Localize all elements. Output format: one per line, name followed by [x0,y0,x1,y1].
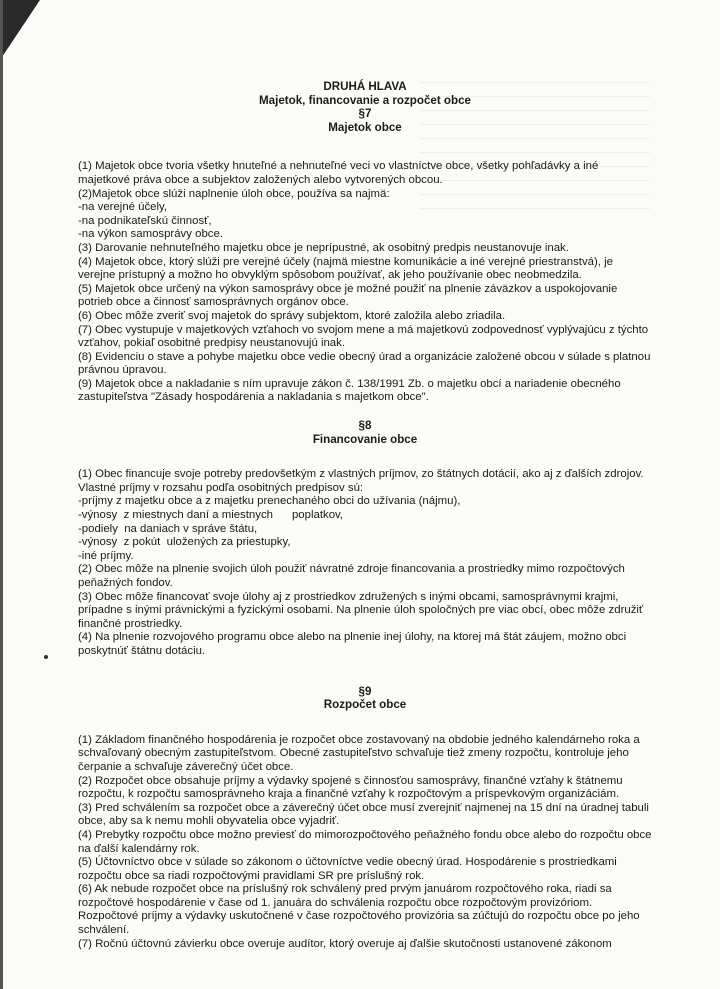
paragraph: (9) Majetok obce a nakladanie s ním upravuje zákon č. 138/1991 Zb. o majetku obcí a nariadenie obecného zastupiteľstva "Zásady hospodárenia a nakladania s majetkom obce". [78,377,621,404]
paragraph: (4) Na plnenie rozvojového programu obce alebo na plnenie inej úlohy, na ktorej má štát záujem, možno obci poskytnúť štátnu dotáciu. [78,631,627,657]
section-9-number: §9 [358,684,372,698]
part-heading: DRUHÁ HLAVA [323,80,407,93]
paragraph: (4) Prebytky rozpočtu obce možno previesť do mimorozpočtového peňažného fondu obce alebo do rozpočtu obce na ďalší kalendárny rok. [78,828,652,855]
list-item: -výnosy z pokút uložených za priestupky, [78,536,291,549]
paragraph: (5) Účtovníctvo obce v súlade so zákonom o účtovníctve vedie obecný úrad. Hospodárenie s prostriedkami rozpočtu obce sa riadi rozpočtovými pravidlami SR pre príslušný rok. [78,856,617,882]
scan-edge [0,0,3,989]
section-8-body [78,468,652,658]
section-8-number: §8 [358,419,372,433]
list-item: -podiely na daniach v správe štátu, [78,522,258,535]
list-item: -na podnikateľskú činnosť, [78,214,212,227]
paragraph: (7) Ročnú účtovnú závierku obce overuje audítor, ktorý overuje aj ďalšie skutočnosti ustanovené zákonom [78,937,612,950]
paragraph: (5) Majetok obce určený na výkon samosprávy obce je možné použiť na plnenie záväzkov a uspokojovanie potrieb obce a činnosť samosprávnych orgánov obce. [78,282,618,309]
paragraph: (7) Obec vystupuje v majetkových vzťahoch vo svojom mene a má majetkovú zodpovednosť vyplývajúcu z týchto vzťahov, pokiaľ osobitné predpisy neustanovujú inak. [78,323,649,350]
section-9-body [78,734,652,952]
section-8-title: Financovanie obce [312,432,418,446]
part-title: Majetok, financovanie a rozpočet obce [259,93,471,107]
paragraph: (2) Obec môže na plnenie svojich úloh použiť návratné zdroje financovania a prostriedky mimo rozpočtových peňažných fondov. [78,563,644,589]
section-7-number: §7 [358,107,372,121]
paragraph: (3) Pred schválením sa rozpočet obce a záverečný účet obce musí zverejniť najmenej na 15 dní na úradnej tabuli obce, aby sa k nemu mohli obyvatelia obce vyjadriť. [78,801,649,828]
paragraph: (8) Evidenciu o stave a pohybe majetku obce vedie obecný úrad a organizácie založené obcou v súlade s platnou právnou úpravou. [78,350,651,377]
section-9-title: Rozpočet obce [323,698,407,712]
paragraph: (6) Obec môže zveriť svoj majetok do správy subjektom, ktoré založila alebo zriadila. [78,309,506,322]
paragraph: (3) Darovanie nehnuteľného majetku obce je neprípustné, ak osobitný predpis neustanovuje inak. [78,241,569,254]
paragraph: (6) Ak nebude rozpočet obce na príslušný rok schválený pred prvým januárom rozpočtového roka, riadi sa rozpočtové hospodárenie v čase od 1. januára do schválenia rozpočtu obce rozpočtovým provizóriom. Rozpočtové príjmy a výdavky uskutočnené v čase rozpočtového provizória sa zúčtujú do rozpočtu obce po jeho schválení. [78,883,640,937]
paragraph: (4) Majetok obce, ktorý slúži pre verejné účely (najmä miestne komunikácie a iné verejné priestranstvá), je verejne prístupný a možno ho obvyklým spôsobom používať, ak jeho používanie obec neobmedzila. [78,255,613,282]
list-item: -príjmy z majetku obce a z majetku prenechaného obci do užívania (nájmu), [78,495,461,508]
list-item: -iné príjmy. [78,549,134,562]
section-7-title: Majetok obce [328,120,402,134]
list-item: -výnosy z miestnych daní a miestnych poplatkov, [78,509,344,522]
paragraph: (1) Majetok obce tvoria všetky hnuteľné a nehnuteľné veci vo vlastníctve obce, všetky pohľadávky a iné majetkové práva obce a subjektov založených alebo vytvorených obcou. [78,160,599,186]
paragraph: (1) Základom finančného hospodárenia je rozpočet obce zostavovaný na obdobie jedného kalendárneho roka a schvaľovaný obecným zastupiteľstvom. Obecné zastupiteľstvo schvaľuje tiež zmeny rozpočtu, kontroluje jeho čerpanie a schvaľuje záverečný účet obce. [78,733,640,773]
document-page [78,80,652,951]
list-item: -na výkon samosprávy obce. [78,228,223,241]
paragraph: (3) Obec môže financovať svoje úlohy aj z prostriedkov združených s inými obcami, samosprávnymi krajmi, prípadne s inými právnickými a fyzickými osobami. Na plnenie úloh spoločných pre viac obcí, obec môže združiť finančné prostriedky. [78,590,644,630]
list-item: -na verejné účely, [78,201,168,214]
paragraph: (2) Rozpočet obce obsahuje príjmy a výdavky spojené s činnosťou samosprávy, finančné vzťahy k štátnemu rozpočtu, k rozpočtu samosprávneho kraja a finančné vzťahy k rozpočtovým a príspevkovým organizáciám. [78,774,623,801]
paragraph: (1) Obec financuje svoje potreby predovšetkým z vlastných príjmov, zo štátnych dotácií, ako aj z ďalších zdrojov. Vlastné príjmy v rozsahu podľa osobitných predpisov sú: [78,468,644,494]
scan-speck [44,655,48,659]
section-7-body [78,160,652,405]
scan-corner-shadow [0,0,40,60]
paragraph: (2)Majetok obce slúži naplnenie úloh obce, používa sa najmä: [78,187,390,200]
